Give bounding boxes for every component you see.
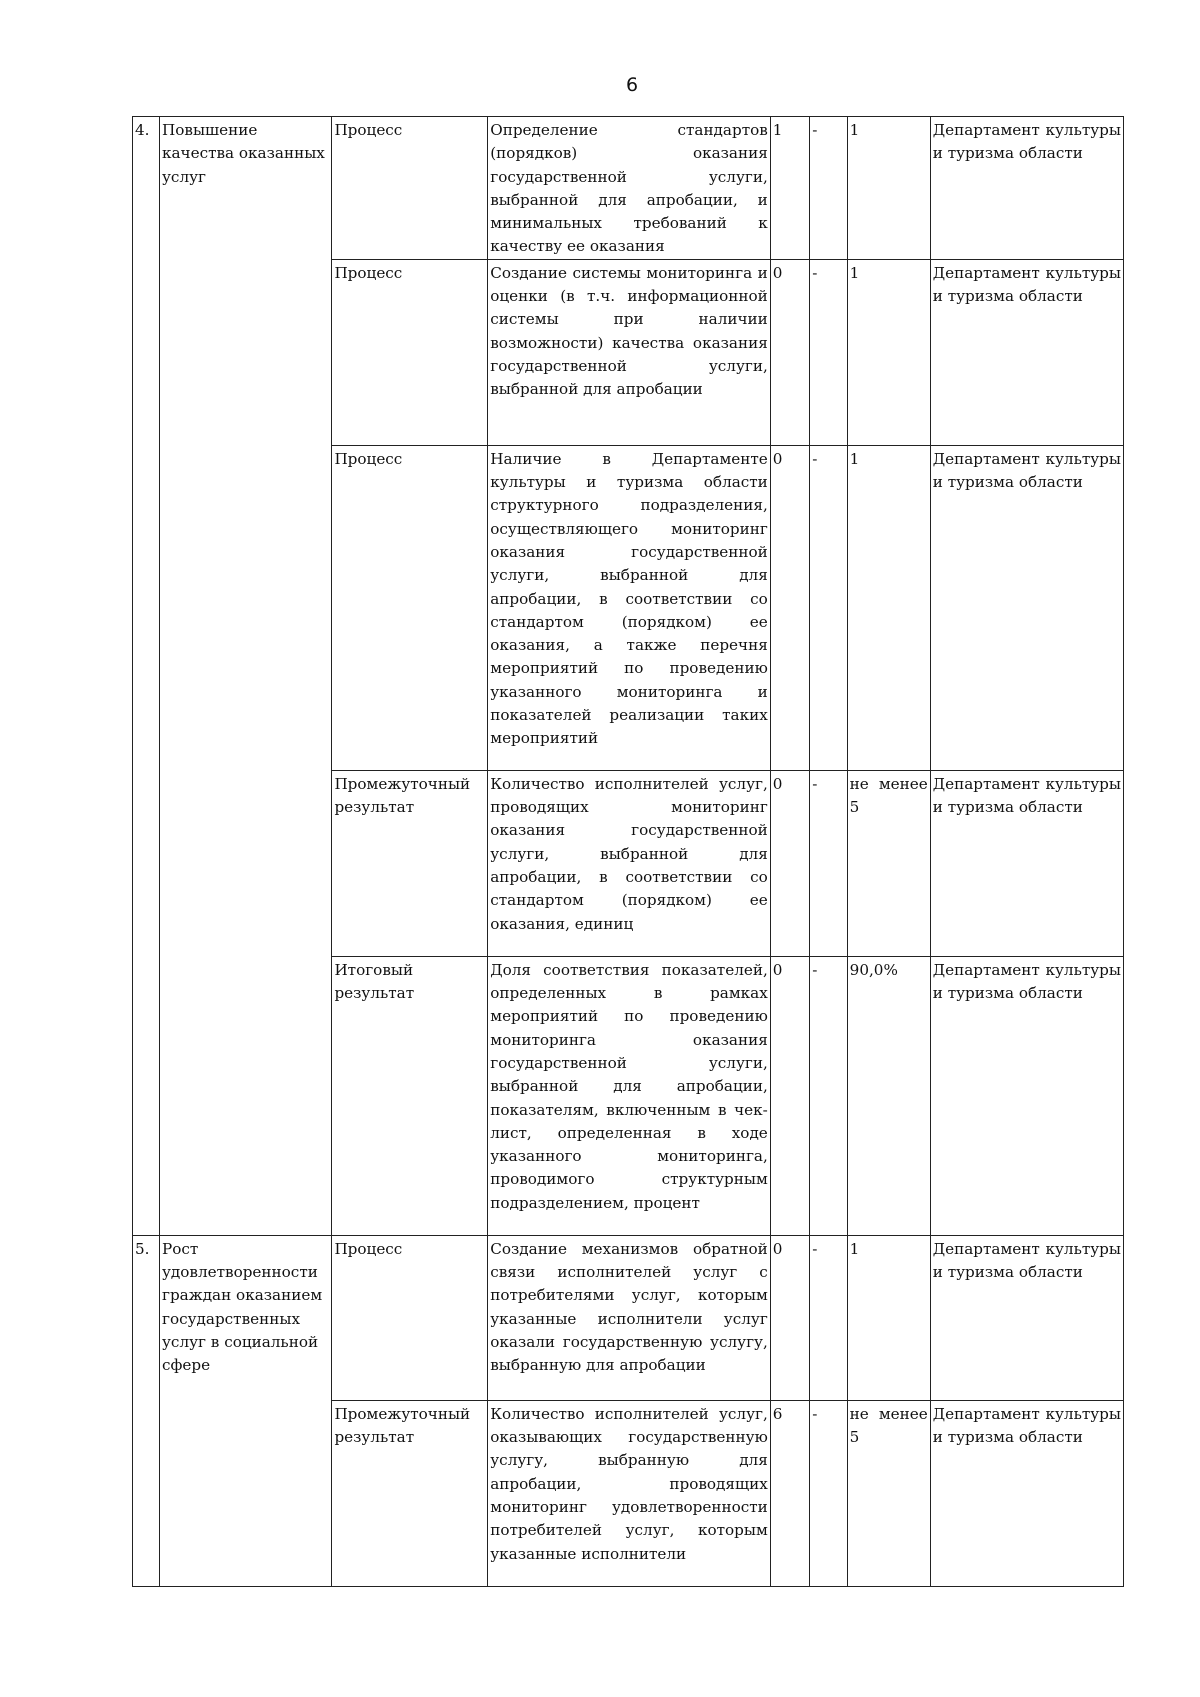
- indicator-name: Наличие в Департаменте культуры и туризма области структурного подразделения, осуществляющего мониторинг оказания государственной услуги, выбранной для апробации, в соответствии со стандартом (порядком) ее оказания, а также перечня мероприятий по проведению указанного мониторинга и показателей реализации таких мероприятий: [488, 445, 771, 770]
- table-row: [133, 117, 1124, 260]
- row-number: 4.: [133, 117, 160, 1236]
- indicator-type: Процесс: [332, 1235, 488, 1400]
- responsible: Департамент культуры и туризма области: [930, 259, 1123, 445]
- indicator-name: Создание механизмов обратной связи исполнителей услуг с потребителями услуг, которым указанные исполнители услуг оказали государственную услугу, выбранную для апробации: [488, 1235, 771, 1400]
- base-value: 0: [770, 259, 809, 445]
- responsible: Департамент культуры и туризма области: [930, 770, 1123, 956]
- interim-value: -: [810, 770, 847, 956]
- interim-value: -: [810, 1235, 847, 1400]
- final-value: не менее 5: [847, 770, 930, 956]
- page-number: 6: [625, 74, 639, 96]
- indicator-type: Итоговый результат: [332, 956, 488, 1235]
- responsible: Департамент культуры и туризма области: [930, 956, 1123, 1235]
- base-value: 0: [770, 1235, 809, 1400]
- final-value: 1: [847, 1235, 930, 1400]
- base-value: 6: [770, 1400, 809, 1586]
- base-value: 1: [770, 117, 809, 260]
- indicator-type: Процесс: [332, 445, 488, 770]
- row-number: 5.: [133, 1235, 160, 1586]
- indicator-name: Количество исполнителей услуг, оказывающих государственную услугу, выбранную для апробации, проводящих мониторинг удовлетворенности потребителей услуг, которым указанные исполнители: [488, 1400, 771, 1586]
- final-value: 1: [847, 259, 930, 445]
- interim-value: -: [810, 445, 847, 770]
- goal-cell: Рост удовлетворенности граждан оказанием государственных услуг в социальной сфере: [160, 1235, 332, 1586]
- responsible: Департамент культуры и туризма области: [930, 445, 1123, 770]
- final-value: не менее 5: [847, 1400, 930, 1586]
- final-value: 1: [847, 445, 930, 770]
- indicator-name: Доля соответствия показателей, определенных в рамках мероприятий по проведению мониторинга оказания государственной услуги, выбранной для апробации, показателям, включенным в чек-лист, определенная в ходе указанного мониторинга, проводимого структурным подразделением, процент: [488, 956, 771, 1235]
- responsible: Департамент культуры и туризма области: [930, 1235, 1123, 1400]
- base-value: 0: [770, 445, 809, 770]
- base-value: 0: [770, 956, 809, 1235]
- indicators-table: [132, 116, 1124, 1587]
- base-value: 0: [770, 770, 809, 956]
- interim-value: -: [810, 259, 847, 445]
- indicator-type: Процесс: [332, 259, 488, 445]
- indicator-name: Создание системы мониторинга и оценки (в т.ч. информационной системы при наличии возможности) качества оказания государственной услуги, выбранной для апробации: [488, 259, 771, 445]
- table-row: [133, 1235, 1124, 1400]
- interim-value: -: [810, 1400, 847, 1586]
- final-value: 1: [847, 117, 930, 260]
- goal-cell: Повышение качества оказанных услуг: [160, 117, 332, 1236]
- interim-value: -: [810, 117, 847, 260]
- interim-value: -: [810, 956, 847, 1235]
- responsible: Департамент культуры и туризма области: [930, 1400, 1123, 1586]
- indicator-type: Промежуточный результат: [332, 1400, 488, 1586]
- indicator-type: Промежуточный результат: [332, 770, 488, 956]
- indicator-name: Определение стандартов (порядков) оказания государственной услуги, выбранной для апробации, и минимальных требований к качеству ее оказания: [488, 117, 771, 260]
- responsible: Департамент культуры и туризма области: [930, 117, 1123, 260]
- indicator-type: Процесс: [332, 117, 488, 260]
- final-value: 90,0%: [847, 956, 930, 1235]
- indicator-name: Количество исполнителей услуг, проводящих мониторинг оказания государственной услуги, выбранной для апробации, в соответствии со стандартом (порядком) ее оказания, единиц: [488, 770, 771, 956]
